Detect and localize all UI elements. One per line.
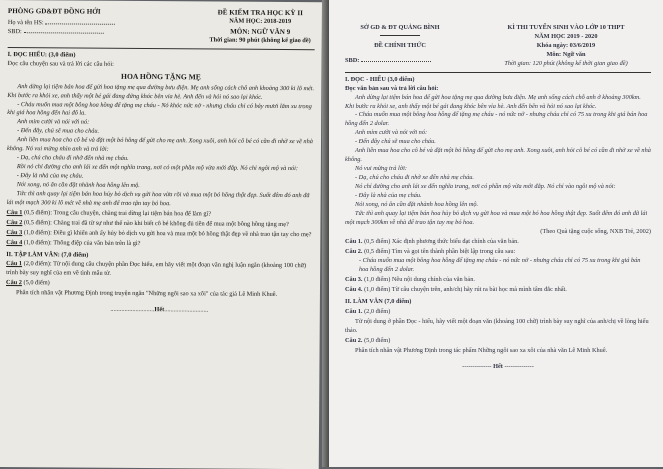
story-paragraph: Anh liền mua hoa cho cô bé và đặt một bó hồng để gửi cho mẹ anh. Xong xuôi, anh hỏi cô bé có cần đi nhờ xe về nhà không. xyxy=(345,147,651,164)
question-4 xyxy=(345,286,651,295)
question-text: (5,0 điểm) xyxy=(362,336,391,344)
story-paragraph: - Đây là nhà của mẹ cháu. xyxy=(355,191,422,199)
story-paragraph: Rồi nó chỉ đường cho anh lái xe đến một nghĩa trang, nơi có một phần mộ vừa mới đắp. Nó chỉ ngôi mộ và nói: xyxy=(16,163,299,173)
story-paragraph: Tức thì anh quay lại tiệm bán hoa hủy bỏ dịch vụ gửi hoa và mua một bó hoa hồng thật đẹp. Suốt đêm đó anh đã lái một mạch 300km về nhà để trao tận tay mẹ bó hoa. xyxy=(345,209,648,226)
question-2-quote xyxy=(345,257,651,275)
story-paragraph: Nói xong, nó ân cần đặt nhành hoa hồng lên mộ. xyxy=(355,200,479,208)
story-paragraph: - Đến đây, chú sẽ mua cho cháu. xyxy=(17,127,100,136)
instruction: Đọc câu chuyện sau và trả lời các câu hỏi: xyxy=(7,59,114,68)
question-text: (1,0 điểm) Nêu nội dung chính của văn bản. xyxy=(362,276,475,284)
dept-name: SỞ GD & ĐT QUẢNG BÌNH xyxy=(360,24,440,31)
story-paragraph: Nói xong, nó ân cần đặt nhành hoa hồng lên mộ. xyxy=(16,181,140,189)
exam-title: KÌ THI TUYỂN SINH VÀO LỚP 10 THPT xyxy=(507,24,625,31)
end-mark: -------------- Hết -------------- xyxy=(462,362,534,370)
question-number: Câu 2. xyxy=(345,336,363,344)
question-number: Câu 2 xyxy=(6,218,23,226)
question-number: Câu 3. xyxy=(345,276,363,284)
story-paragraph: - Dạ, chú cho cháu đi nhờ xe đến nhà mẹ cháu. xyxy=(355,174,474,181)
question-number: Câu 1. xyxy=(345,308,363,316)
left-exam-sheet xyxy=(0,0,322,469)
sbd-field xyxy=(23,32,103,34)
time-limit: Thời gian: 90 phút (không kể giao đề) xyxy=(209,36,311,45)
student-name-label: Họ và tên HS: xyxy=(7,19,44,27)
story-paragraph: Tức thì anh quay lại tiệm bán hoa hủy bỏ dịch vụ gửi hoa vừa rồi và mua một bó hồng thật đẹp. Suốt đêm đó anh đã lái một mạch 300 ki lô mét về nhà mẹ anh để trao tận tay bó hoa. xyxy=(6,190,310,208)
source-citation: (Theo Quà tặng cuộc sống, NXB Trẻ, 2002) xyxy=(540,227,651,235)
story-title: HOA HỒNG TẶNG MẸ xyxy=(121,71,201,82)
question-text: (1,0 điểm) Từ câu chuyện trên, anh/chị hãy rút ra bài học mà mình tâm đắc nhất. xyxy=(362,286,567,294)
story-paragraph: Nó chỉ đường cho anh lái xe đến nghĩa trang, nơi có phần mộ vừa mới đắp. Nó chỉ vào ngôi mộ và nói: xyxy=(355,182,616,190)
question-text: (1,0 điểm): Thông điệp của văn bản trên là gì? xyxy=(22,238,141,247)
story xyxy=(345,94,651,228)
dept-name: PHÒNG GD&ĐT ĐỒNG HỚI xyxy=(7,7,101,16)
subject: MÔN: NGỮ VĂN 9 xyxy=(230,27,291,37)
school-year: NĂM HỌC: 2018-2019 xyxy=(229,17,292,26)
underline xyxy=(380,35,420,36)
story-paragraph: Anh dừng lại tiệm bán hoa để gửi hoa tặng mẹ qua đường bưu điện. Mẹ anh sống cách chỗ anh khoảng 300 ki lô mét. Khi bước ra khỏi xe, anh thấy một bé gái đang đứng khóc bên vỉa hè. Anh đến và hỏi nó sao lại khóc. xyxy=(7,82,315,101)
question-text: (0,5 điểm): Trong câu chuyện, chàng trai dừng lại tiệm bán hoa để làm gì? xyxy=(22,208,212,218)
story-paragraph: Anh dừng lại tiệm bán hoa để gửi hoa tặng mẹ qua đường bưu điện. Mẹ anh sống cách chỗ anh ở khoảng 300km. Khi bước ra khỏi xe, anh thấy một bé gái đang khóc bên vỉa hè. Anh đến bên và hỏi nó sao lại khóc. xyxy=(345,93,641,110)
story-paragraph: Anh mỉm cười và nói với nó: xyxy=(355,129,428,137)
question-text: (2,0 điểm): Từ nội dung câu chuyện phần Đọc hiểu, em hãy viết một đoạn văn nghị luận ngắn (khoảng 100 chữ) trình bày suy nghĩ của em về tình mẫu tử. xyxy=(6,260,307,278)
question-number: Câu 4 xyxy=(6,238,23,246)
question-text: (0,5 điểm) Tìm và gọi tên thành phần biệt lập trong câu sau: xyxy=(362,247,516,255)
story-paragraph: - Đến đây chú sẽ mua cho cháu. xyxy=(355,138,436,146)
question-text: (2,0 điểm) xyxy=(362,308,391,316)
section-reading: I. ĐỌC HIỂU: (3,0 điểm) xyxy=(7,51,76,59)
question-text: (0,5 điểm) Xác định phương thức biểu đạt chính của văn bản. xyxy=(362,237,519,245)
question-number: Câu 1 xyxy=(6,260,23,268)
writing-question-1 xyxy=(345,308,651,317)
divider xyxy=(345,72,651,73)
divider xyxy=(8,47,315,50)
story-paragraph: - Cháu muốn mua một bông hoa hồng để tặng mẹ cháu - Nó khóc nức nở - nhưng cháu chỉ có bảy mươi lăm xu trong khi giá hoa hồng đến hai đô la. xyxy=(7,100,312,118)
writing-question-1-body: Từ nội dung ở phần Đọc - hiểu, hãy viết một đoạn văn (khoảng 100 chữ) trình bày suy nghĩ của anh/chị về lòng hiếu thảo. xyxy=(345,318,649,334)
question-number: Câu 1. xyxy=(345,237,363,245)
right-exam-sheet xyxy=(329,0,663,467)
question-text: (1,0 điểm): Điều gì khiến anh ấy hủy bỏ dịch vụ gửi hoa và mua một bó hồng thật đẹp về nhà trao tận tay cho mẹ? xyxy=(22,228,312,238)
section-writing: II. LÀM VĂN (7,0 điểm) xyxy=(345,298,412,306)
sbd-label: SBD: xyxy=(345,56,360,64)
official-label: ĐỀ CHÍNH THỨC xyxy=(374,41,426,49)
story-paragraph: Nó vui mừng trả lời: xyxy=(355,165,407,173)
story-paragraph: - Dạ, chú cho cháu đi nhờ đến nhà mẹ cháu. xyxy=(16,154,129,163)
section-reading: I. ĐỌC - HIỂU (3,0 điểm) xyxy=(345,75,415,83)
question-3 xyxy=(345,276,651,285)
question-4 xyxy=(6,239,313,250)
question-2 xyxy=(345,248,651,257)
question-text: (0,5 điểm): Chàng trai đã từ sự như thế nào khi biết cô bé không đủ tiền để mua một bông hồng tặng mẹ? xyxy=(22,218,289,228)
story-paragraph: Anh mỉm cười và nói với nó: xyxy=(17,118,90,127)
question-text: (5,0 điểm) xyxy=(21,279,50,287)
end-text: Hết xyxy=(493,362,503,370)
page-gap xyxy=(322,0,329,467)
subject: Môn: Ngữ văn xyxy=(546,50,586,58)
question-number: Câu 4. xyxy=(345,286,363,294)
question-number: Câu 2 xyxy=(6,279,22,287)
student-name-field xyxy=(45,23,115,24)
sbd-field xyxy=(361,61,431,62)
writing-question-1 xyxy=(6,261,313,281)
story xyxy=(7,83,315,210)
question-1 xyxy=(345,238,651,247)
story-paragraph: - Đây là nhà của mẹ cháu. xyxy=(16,172,84,180)
writing-question-2 xyxy=(345,337,651,346)
time-limit: Thời gian: 120 phút (không kể thời gian giao đề) xyxy=(504,59,628,67)
school-year: NĂM HỌC 2019 - 2020 xyxy=(534,32,598,40)
sbd-label: SBD: xyxy=(7,28,22,36)
exam-date: Khóa ngày: 03/6/2019 xyxy=(536,41,596,49)
story-paragraph: - Cháu muốn mua một bông hoa hồng để tặng mẹ cháu - nó nức nở - nhưng cháu chỉ có 75 xu trong khi giá bán hoa hồng đến 2 dolar. xyxy=(345,111,648,128)
section-writing: II. TẬP LÀM VĂN: (7,0 điểm) xyxy=(6,250,89,259)
question-number: Câu 2. xyxy=(345,247,363,255)
writing-question-2-body: Phân tích nhân vật Phương Định trong truyện ngắn "Những ngôi sao xa xôi" của tác giả Lê Minh Khuê. xyxy=(15,289,278,299)
question-number: Câu 1 xyxy=(6,208,23,216)
question-text: - Cháu muốn mua một bông hoa hồng để tặng mẹ cháu - nó nức nở - nhưng cháu chỉ có 75 xu trong khi giá bán hoa hồng đến 2 dolar. xyxy=(359,257,641,274)
exam-title: ĐỀ KIỂM TRA HỌC KỲ II xyxy=(217,8,303,18)
writing-question-2-body: Phân tích nhân vật Phương Định trong tác phẩm Những ngôi sao xa xôi của nhà văn Lê Minh Khuê. xyxy=(355,346,608,354)
question-number: Câu 3 xyxy=(6,228,23,236)
instruction: Đọc văn bản sau và trả lời câu hỏi: xyxy=(345,84,439,92)
end-text: Hết xyxy=(154,306,165,314)
story-paragraph: Anh liền mua hoa cho cô bé và đặt một bó hồng để gửi cho mẹ anh. Xong xuôi, anh hỏi cô bé có cần đi nhờ xe về nhà không. Nó vui mừng nhìn anh và trả lời: xyxy=(6,136,313,153)
end-mark: ............................Hết............................ xyxy=(110,305,209,314)
